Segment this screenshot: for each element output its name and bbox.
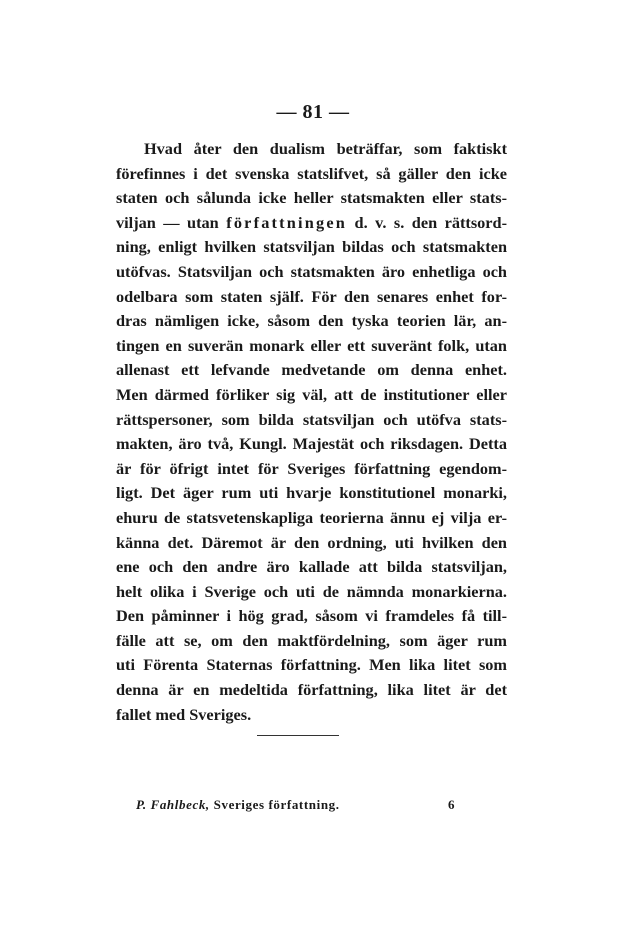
page-number: — 81 — [276, 101, 350, 123]
text-line: utöfvas. Statsviljan och statsmakten äro enhetliga och [116, 261, 507, 281]
text-line: ligt. Det äger rum uti hvarje konstitutionel monarki, [116, 483, 507, 503]
emphasized-term: författningen [226, 212, 348, 232]
text-line: ene och den andre äro kallade att bilda statsviljan, [116, 557, 507, 577]
text-line: staten och sålunda icke heller statsmakten eller stats- [116, 188, 507, 208]
text-line: förefinnes i det svenska statslifvet, så gäller den icke [116, 163, 507, 183]
footer-signature [136, 797, 340, 813]
body-text [116, 137, 507, 727]
text-line: Den påminner i hög grad, såsom vi framdeles få till- [116, 606, 507, 626]
text-line [116, 211, 507, 236]
text-line: känna det. Däremot är den ordning, uti hvilken den [116, 532, 507, 552]
text-line: denna är en medeltida författning, lika litet är det [116, 680, 507, 700]
footer-author: P. Fahlbeck, [136, 797, 210, 812]
footer-sheet-number: 6 [448, 797, 455, 812]
text-line: ehuru de statsvetenskapliga teorierna ännu ej vilja er- [116, 507, 507, 527]
text-line: makten, äro två, Kungl. Majestät och riksdagen. Detta [116, 434, 507, 454]
text-line: fälle att se, om den maktfördelning, som äger rum [116, 630, 507, 650]
text-line: Hvad åter den dualism beträffar, som faktiskt [144, 139, 507, 158]
text-segment: d. v. s. den rättsord- [354, 212, 508, 232]
text-line: rättspersoner, som bilda statsviljan och utöfva stats- [116, 409, 507, 429]
text-line: Men därmed förliker sig väl, att de institutioner eller [116, 384, 507, 404]
text-line: fallet med Sveriges. [116, 704, 252, 724]
text-line: allenast ett lefvande medvetande om denna enhet. [116, 360, 507, 380]
text-line: helt olika i Sverige och uti de nämnda monarkierna. [116, 581, 507, 601]
text-line: uti Förenta Staternas författning. Men lika litet som [116, 655, 507, 675]
text-segment: viljan — utan [116, 212, 219, 232]
footer-title: Sveriges författning. [213, 797, 340, 812]
text-line: odelbara som staten själf. För den senares enhet for- [116, 286, 507, 306]
text-line: dras nämligen icke, såsom den tyska teorien lär, an- [116, 311, 507, 331]
text-line: ning, enligt hvilken statsviljan bildas och statsmakten [116, 237, 507, 257]
text-line: är för öfrigt intet för Sveriges författning egendom- [116, 458, 507, 478]
text-line: tingen en suverän monark eller ett suveränt folk, utan [116, 335, 507, 355]
section-divider [257, 735, 339, 736]
